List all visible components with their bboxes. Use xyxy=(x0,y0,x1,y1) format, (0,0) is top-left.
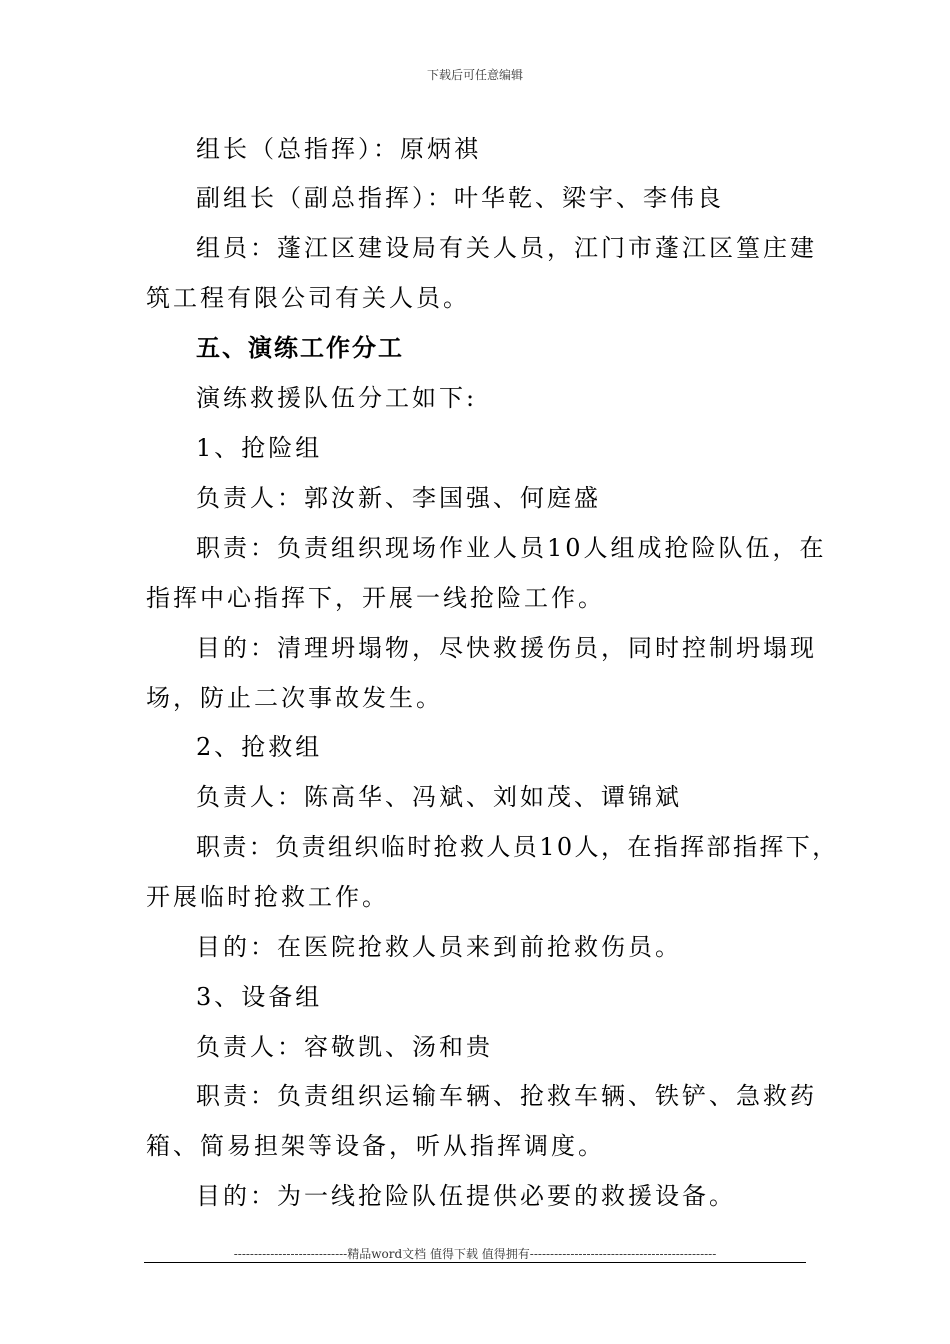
group-1-duty-continued: 指挥中心指挥下，开展一线抢险工作。 xyxy=(146,584,605,612)
footer-note: ----------------------------精品word文档 值得下载 值得拥有---------------------------------------------- xyxy=(233,1247,717,1261)
group-2-duty: 职责：负责组织临时抢救人员10人，在指挥部指挥下， xyxy=(196,833,839,861)
deputy-leader-line: 副组长（副总指挥）：叶华乾、梁宇、李伟良 xyxy=(196,184,724,212)
group-1-duty: 职责：负责组织现场作业人员10人组成抢险队伍，在 xyxy=(196,534,827,562)
page-header-note: 下载后可任意编辑 xyxy=(426,68,523,82)
leader-line: 组长（总指挥）：原炳祺 xyxy=(196,135,481,163)
group-1-title: 1、抢险组 xyxy=(196,434,323,462)
group-3-duty: 职责：负责组织运输车辆、抢救车辆、铁铲、急救药 xyxy=(196,1082,817,1110)
group-1-purpose: 目的：清理坍塌物，尽快救援伤员，同时控制坍塌现 xyxy=(196,634,817,662)
group-2-leaders: 负责人：陈高华、冯斌、刘如茂、谭锦斌 xyxy=(196,783,682,811)
members-line: 组员：蓬江区建设局有关人员，江门市蓬江区篁庄建 xyxy=(196,234,817,262)
group-2-title: 2、抢救组 xyxy=(196,733,323,761)
footer-rule xyxy=(144,1262,806,1263)
group-1-leaders: 负责人：郭汝新、李国强、何庭盛 xyxy=(196,484,601,512)
group-3-purpose: 目的：为一线抢险队伍提供必要的救援设备。 xyxy=(196,1182,736,1210)
division-intro: 演练救援队伍分工如下: xyxy=(196,384,478,412)
members-line-continued: 筑工程有限公司有关人员。 xyxy=(146,284,470,312)
group-3-duty-continued: 箱、简易担架等设备，听从指挥调度。 xyxy=(146,1132,605,1160)
group-2-purpose: 目的：在医院抢救人员来到前抢救伤员。 xyxy=(196,933,682,961)
section-heading: 五、演练工作分工 xyxy=(196,333,404,362)
group-1-purpose-continued: 场，防止二次事故发生。 xyxy=(146,684,443,712)
group-3-title: 3、设备组 xyxy=(196,983,323,1011)
group-2-duty-continued: 开展临时抢救工作。 xyxy=(146,883,389,911)
group-3-leaders: 负责人：容敬凯、汤和贵 xyxy=(196,1033,493,1061)
